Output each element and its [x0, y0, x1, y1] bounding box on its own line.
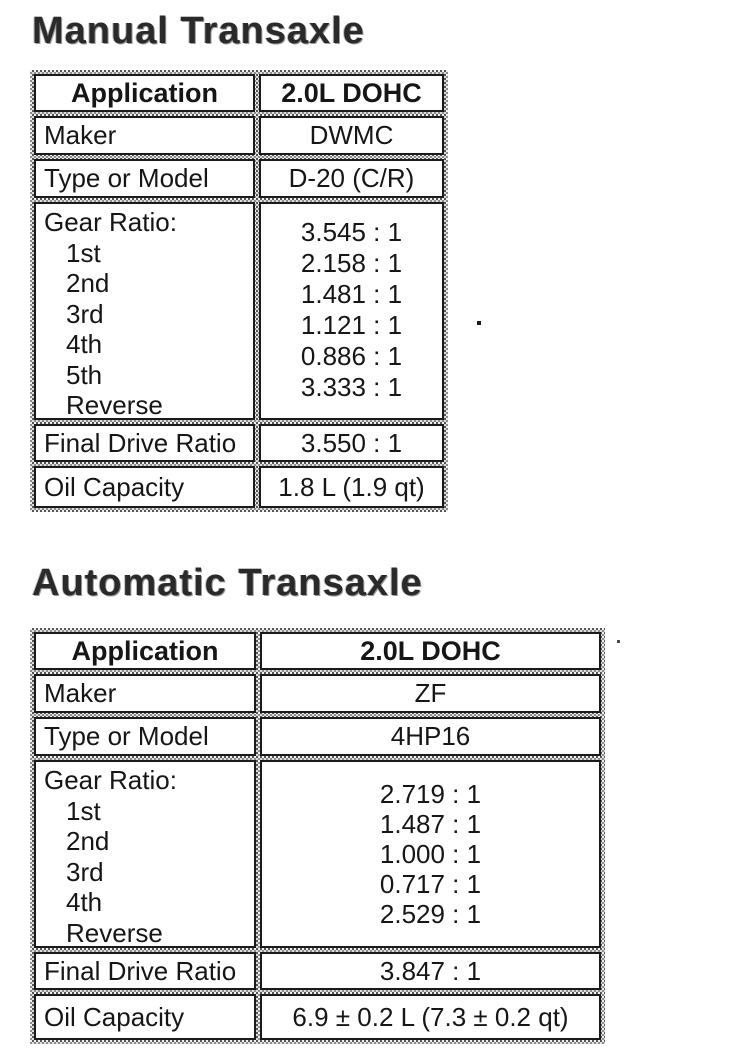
automatic-header-application: Application: [34, 632, 256, 670]
manual-gear-list: [44, 238, 253, 421]
scan-artifact-dot: [477, 321, 481, 325]
automatic-transaxle-title: Automatic Transaxle: [32, 562, 423, 604]
automatic-gear-ratio-values: [260, 760, 601, 948]
automatic-transaxle-table: [30, 628, 605, 1044]
manual-gear-name: 4th: [66, 329, 103, 359]
automatic-type-value: 4HP16: [260, 717, 601, 756]
automatic-gear-ratio-value: 0.717 : 1: [379, 869, 482, 899]
automatic-gear-ratio-value: 2.529 : 1: [379, 899, 482, 929]
automatic-maker-label: Maker: [34, 674, 256, 713]
automatic-oil-capacity-label: Oil Capacity: [34, 994, 256, 1040]
automatic-gear-ratio-value: 2.719 : 1: [379, 779, 482, 809]
manual-transaxle-table: [30, 70, 448, 512]
manual-gear-name: 1st: [66, 237, 101, 268]
automatic-gear-name: 3rd: [66, 856, 104, 887]
manual-maker-label: Maker: [34, 116, 255, 155]
manual-oil-capacity-label: Oil Capacity: [34, 466, 255, 508]
manual-gear-name: 2nd: [66, 268, 110, 298]
manual-final-drive-value: 3.550 : 1: [259, 424, 444, 462]
manual-maker-value: DWMC: [259, 116, 444, 155]
manual-gear-ratio-heading: Gear Ratio:: [44, 207, 177, 237]
manual-gear-ratio-value: 3.545 : 1: [300, 217, 403, 247]
manual-gear-ratio-labels: [34, 202, 255, 420]
automatic-maker-value: ZF: [260, 674, 601, 713]
automatic-gear-ratio-heading: Gear Ratio:: [44, 765, 177, 795]
automatic-type-label: Type or Model: [34, 717, 256, 756]
automatic-gear-name: 2nd: [66, 826, 110, 856]
manual-gear-name: 3rd: [66, 298, 104, 329]
manual-gear-name: 5th: [66, 359, 103, 390]
manual-final-drive-label: Final Drive Ratio: [34, 424, 255, 462]
scan-artifact-dot: [617, 640, 620, 643]
automatic-gear-name: Reverse: [66, 917, 163, 948]
automatic-gear-name: 1st: [66, 795, 101, 826]
manual-gear-ratio-value: 0.886 : 1: [300, 341, 403, 371]
manual-type-value: D-20 (C/R): [259, 159, 444, 198]
manual-type-label: Type or Model: [34, 159, 255, 198]
manual-header-application: Application: [34, 74, 255, 112]
automatic-gear-ratio-value: 1.487 : 1: [379, 809, 482, 839]
manual-gear-ratio-value: 1.121 : 1: [300, 310, 403, 340]
manual-gear-ratio-value: 2.158 : 1: [300, 248, 403, 278]
manual-gear-ratio-values: [259, 202, 444, 420]
manual-gear-ratio-value: 1.481 : 1: [300, 279, 403, 309]
manual-gear-ratio-value: 3.333 : 1: [300, 372, 403, 402]
automatic-header-engine: 2.0L DOHC: [260, 632, 601, 670]
automatic-gear-name: 4th: [66, 887, 103, 917]
manual-header-engine: 2.0L DOHC: [259, 74, 444, 112]
manual-transaxle-title: Manual Transaxle: [32, 10, 365, 52]
automatic-gear-ratio-value: 1.000 : 1: [379, 839, 482, 869]
automatic-gear-list: [44, 796, 254, 949]
automatic-final-drive-value: 3.847 : 1: [260, 952, 601, 990]
automatic-oil-capacity-value: 6.9 ± 0.2 L (7.3 ± 0.2 qt): [260, 994, 601, 1040]
automatic-final-drive-label: Final Drive Ratio: [34, 952, 256, 990]
automatic-gear-ratio-labels: [34, 760, 256, 948]
manual-gear-name: Reverse: [66, 390, 163, 420]
manual-oil-capacity-value: 1.8 L (1.9 qt): [259, 466, 444, 508]
